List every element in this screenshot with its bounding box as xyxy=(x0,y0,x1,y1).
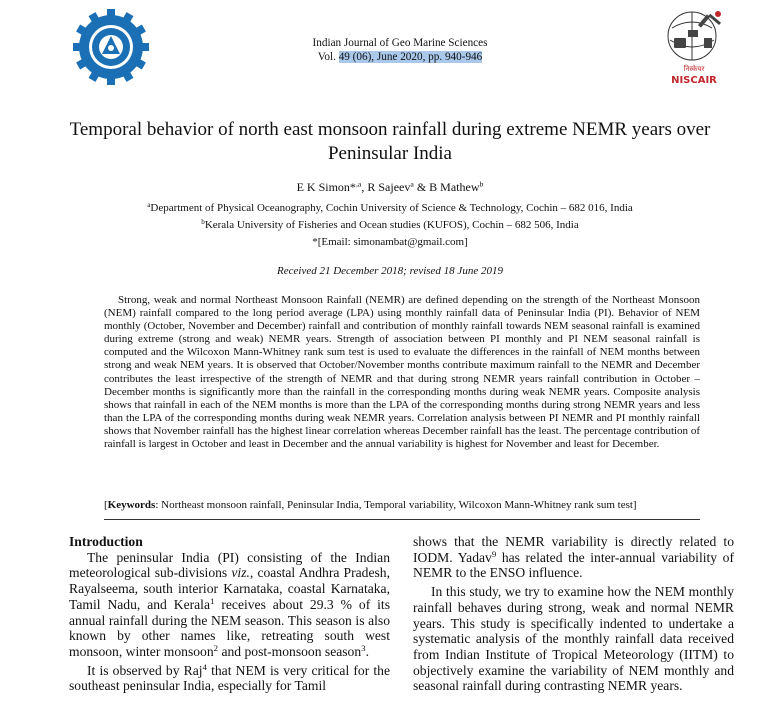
intro-text: The peninsular India (PI) consisting of the Indian meteorological sub-divisions xyxy=(69,549,390,581)
intro-text: , coastal Andhra Pradesh, Rayalseema, south interior Karnataka, coastal Karnataka, Tamil Nadu, and Kerala xyxy=(69,565,390,612)
left-column xyxy=(69,534,390,694)
niscair-logo xyxy=(658,8,730,88)
intro-text: receives about 29.3 % of its annual rainfall during the NEM season. This season is also known by other names like, retreating south west monsoon, winter monsoon xyxy=(69,596,390,659)
journal-header xyxy=(250,36,550,64)
intro-paragraph-2 xyxy=(69,663,390,694)
affiliation-1 xyxy=(60,202,720,214)
received-dates: Received 21 December 2018; revised 18 June 2019 xyxy=(277,265,503,277)
niscair-hindi-text: निस्केयर xyxy=(683,65,705,73)
keywords-divider xyxy=(104,519,700,520)
paper-title: Temporal behavior of north east monsoon rainfall during extreme NEMR years over Peninsular India xyxy=(69,119,711,164)
author-line xyxy=(60,180,720,195)
volume-selected-text[interactable]: 49 (06), June 2020, pp. 940-946 xyxy=(338,51,483,63)
journal-name: Indian Journal of Geo Marine Sciences xyxy=(312,37,488,49)
csir-logo xyxy=(72,8,150,86)
right-paragraph-1 xyxy=(413,534,734,581)
author-1: E K Simon* xyxy=(296,180,356,194)
keywords-label: Keywords xyxy=(107,499,156,511)
intro-text: It is observed by Raj xyxy=(87,662,203,678)
author-2: , R Sajeev xyxy=(361,180,411,194)
affiliation-2 xyxy=(60,219,720,231)
intro-paragraph-1 xyxy=(69,550,390,660)
intro-text: that NEM is very critical for the southeast peninsular India, especially for Tamil xyxy=(69,662,390,694)
citation-marker: 1 xyxy=(210,595,215,606)
citation-marker: 4 xyxy=(202,661,207,672)
body-text: shows that the NEMR variability is directly related to IODM. Yadav xyxy=(413,534,734,565)
author-1-marker: ,a xyxy=(355,179,362,189)
corresponding-email: *[Email: simonambat@gmail.com] xyxy=(312,236,468,248)
volume-prefix: Vol. xyxy=(317,51,339,63)
citation-marker: 9 xyxy=(491,548,497,559)
niscair-name-text: NISCAIR xyxy=(671,75,717,86)
journal-volume xyxy=(250,50,550,64)
author-2-marker: a xyxy=(410,179,414,189)
right-paragraph-2: In this study, we try to examine how the NEM monthly rainfall behaves during strong, weak and normal NEMR years. This study is specifically indented to undertake a systematic analysis of the monthly rainfall data received from Indian Institute of Tropical Meteorology (IITM) to objectively examine the variability of NEM monthly and seasonal rainfall during contrasting NEMR years. xyxy=(413,584,734,694)
affiliation-1-text: Department of Physical Oceanography, Cochin University of Science & Technology, Cochin – 682 016, India xyxy=(150,202,633,214)
affiliation-2-marker: b xyxy=(201,218,205,227)
affiliation-1-marker: a xyxy=(147,201,151,210)
keywords-bracket: [ xyxy=(104,499,108,511)
introduction-heading: Introduction xyxy=(69,534,143,549)
affiliation-2-text: Kerala University of Fisheries and Ocean studies (KUFOS), Cochin – 682 506, India xyxy=(204,219,579,231)
right-column xyxy=(413,534,734,694)
keywords xyxy=(104,499,684,511)
citation-marker: 2 xyxy=(213,643,219,654)
intro-text: and post-monsoon season xyxy=(218,643,362,659)
abstract: Strong, weak and normal Northeast Monsoon Rainfall (NEMR) are defined depending on the strength of the Northeast Monsoon (NEM) rainfall compared to the long period average (LPA) using monthly rainfall data of Peninsular India (PI). Behavior of NEM monthly (October, November and December) rainfall and contribution of monthly rainfall towards NEM seasonal rainfall is examined during extreme (strong and weak) NEMR years. Strength of association between PI monthly and PI NEM seasonal rainfall is computed and the Wilcoxon Mann-Whitney rank sum test is used to evaluate the differences in the rainfall of NEM months between strong and weak NEM years. It is observed that October/November months contribute maximum rainfall to the NEMR and December contributes the least irrespective of the strength of NEMR and that during strong NEMR years rainfall contribution in October – December months is significantly more than the rainfall in the corresponding months during weak NEMR years. Composite analysis shows that rainfall in each of the NEM months is more than the LPA of the corresponding months during strong NEMR years and less than the LPA of the corresponding months during weak NEMR years. Correlation analysis between PI NEMR and PI monthly rainfall shows that November rainfall has the highest linear correlation whereas December rainfall has the least. The percentage contribution of rainfall is largest in October and least in December and the annual variability is highest for November and least for December. xyxy=(104,294,700,451)
intro-text: viz. xyxy=(231,565,250,581)
citation-marker: 3 xyxy=(361,643,366,654)
author-3: & B Mathew xyxy=(413,180,480,194)
body-text: has related the inter-annual variability of NEMR to the ENSO influence. xyxy=(413,549,734,581)
author-3-marker: b xyxy=(479,179,484,189)
intro-text: . xyxy=(365,643,369,659)
keywords-text: : Northeast monsoon rainfall, Peninsular India, Temporal variability, Wilcoxon Mann-Whitney rank sum test] xyxy=(155,499,637,511)
